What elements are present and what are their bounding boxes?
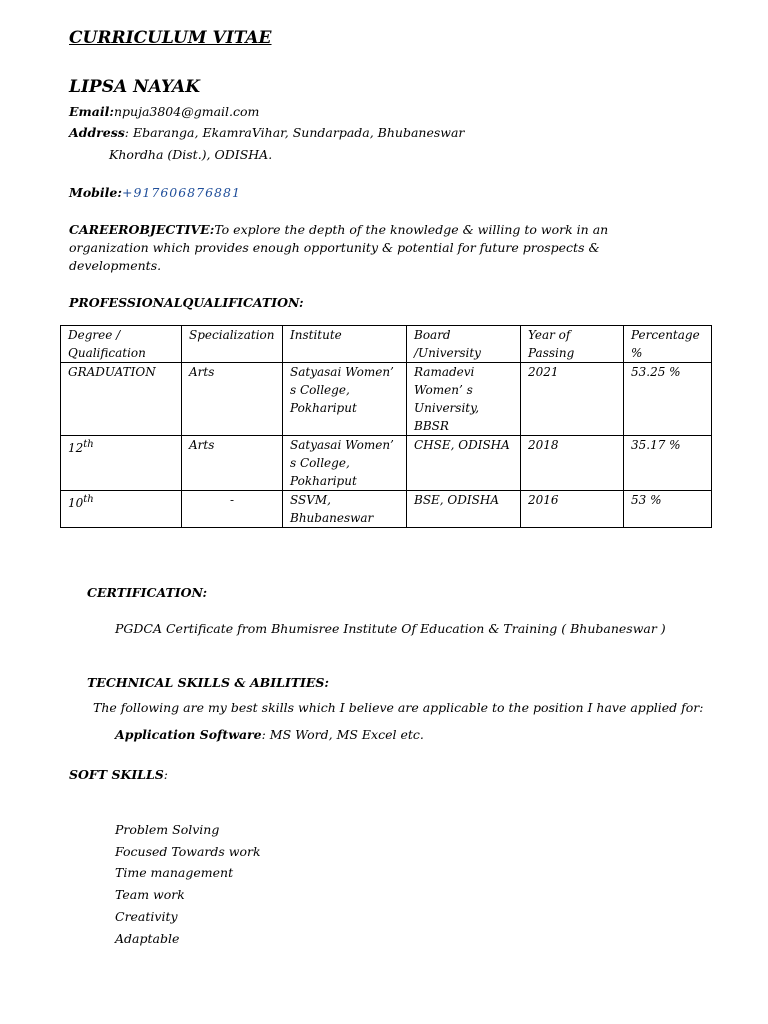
mobile-value[interactable]: +917606876881 xyxy=(121,185,241,200)
header-degree: Degree / Qualification xyxy=(61,326,182,363)
table-header-row xyxy=(61,326,712,363)
career-objective xyxy=(69,221,629,275)
application-software-line xyxy=(115,727,424,742)
email-label: Email: xyxy=(69,104,114,119)
qualification-table xyxy=(60,325,712,528)
cell-degree: 12th xyxy=(61,436,182,491)
cell-degree: GRADUATION xyxy=(61,363,182,436)
address-line-1 xyxy=(69,125,464,140)
header-percentage: Percentage % xyxy=(624,326,712,363)
cell-specialization: Arts xyxy=(182,436,283,491)
email-line xyxy=(69,104,259,119)
soft-skill-item: Problem Solving xyxy=(115,822,220,837)
cell-board: Ramadevi Women’ s University, BBSR xyxy=(407,363,521,436)
address-label: Address xyxy=(69,125,125,140)
application-software-label: Application Software xyxy=(115,727,262,742)
technical-skills-heading: TECHNICAL SKILLS & ABILITIES: xyxy=(87,675,330,690)
cell-percentage: 35.17 % xyxy=(624,436,712,491)
qualification-heading: PROFESSIONALQUALIFICATION: xyxy=(69,295,304,310)
cell-year: 2018 xyxy=(521,436,624,491)
cell-percentage: 53.25 % xyxy=(624,363,712,436)
certification-text: PGDCA Certificate from Bhumisree Institute Of Education & Training ( Bhubaneswar ) xyxy=(115,621,666,636)
cell-degree: 10th xyxy=(61,491,182,528)
technical-skills-intro: The following are my best skills which I believe are applicable to the position I have applied for: xyxy=(93,700,704,715)
application-software-value: : MS Word, MS Excel etc. xyxy=(261,727,424,742)
header-specialization: Specialization xyxy=(182,326,283,363)
mobile-label: Mobile: xyxy=(69,185,122,200)
soft-skill-item: Team work xyxy=(115,887,185,902)
cell-year: 2016 xyxy=(521,491,624,528)
cell-institute: SSVM, Bhubaneswar xyxy=(283,491,407,528)
certification-heading: CERTIFICATION: xyxy=(87,585,208,600)
cell-board: BSE, ODISHA xyxy=(407,491,521,528)
candidate-name: LIPSA NAYAK xyxy=(69,77,200,97)
address-value-1: : Ebaranga, EkamraVihar, Sundarpada, Bhubaneswar xyxy=(124,125,465,140)
header-year: Year of Passing xyxy=(521,326,624,363)
cell-specialization: Arts xyxy=(182,363,283,436)
header-institute: Institute xyxy=(283,326,407,363)
mobile-line xyxy=(69,185,241,200)
cell-percentage: 53 % xyxy=(624,491,712,528)
soft-skill-item: Adaptable xyxy=(115,931,180,946)
soft-skills-heading: SOFT SKILLS xyxy=(69,767,164,782)
cell-specialization: - xyxy=(182,491,283,528)
cell-institute: Satyasai Women’ s College, Pokhariput xyxy=(283,436,407,491)
soft-skills-heading-line xyxy=(69,767,168,782)
cell-board: CHSE, ODISHA xyxy=(407,436,521,491)
cell-year: 2021 xyxy=(521,363,624,436)
address-line-2: Khordha (Dist.), ODISHA. xyxy=(109,147,273,162)
soft-skill-item: Creativity xyxy=(115,909,178,924)
table-row xyxy=(61,363,712,436)
table-row xyxy=(61,436,712,491)
objective-label: CAREEROBJECTIVE: xyxy=(69,222,215,237)
soft-skills-colon: : xyxy=(163,767,169,782)
header-board: Board /University xyxy=(407,326,521,363)
soft-skill-item: Focused Towards work xyxy=(115,844,261,859)
email-value[interactable]: npuja3804@gmail.com xyxy=(113,104,260,119)
objective-text: To explore the depth of the knowledge & willing to work in an organization which provides enough opportunity & potential for future prospects & developments. xyxy=(69,222,609,273)
table-row xyxy=(61,491,712,528)
document-title: CURRICULUM VITAE xyxy=(69,28,272,48)
soft-skill-item: Time management xyxy=(115,865,234,880)
cell-institute: Satyasai Women’ s College, Pokhariput xyxy=(283,363,407,436)
